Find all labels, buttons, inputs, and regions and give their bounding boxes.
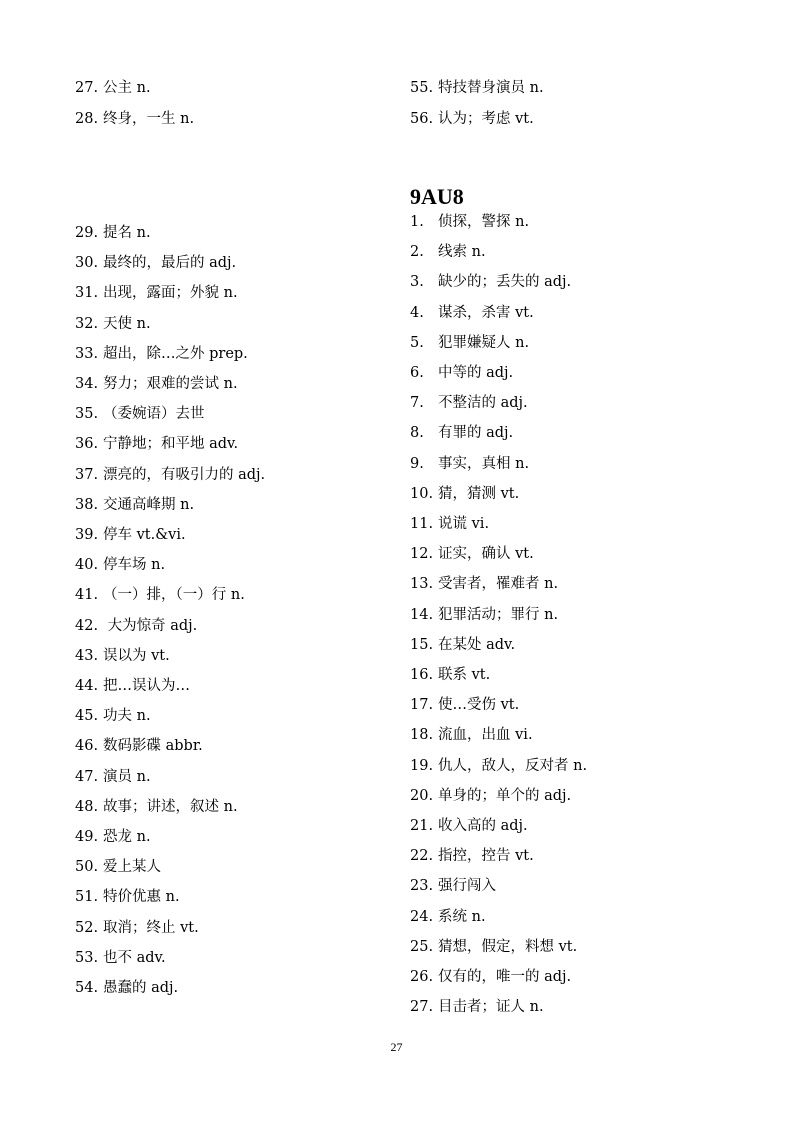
entry-number: 48. [75,799,99,815]
vocab-entry [410,726,533,744]
entry-number: 10. [410,486,434,502]
vocab-entry [75,466,265,484]
vocab-entry [410,424,513,442]
vocab-entry [410,847,534,865]
entry-text: 努力；艰难的尝试 n. [103,376,238,392]
entry-text: 误以为 vt. [103,648,170,664]
entry-text: 功夫 n. [103,708,151,724]
entry-text: 交通高峰期 n. [103,497,195,513]
vocab-entry [410,938,577,956]
vocab-entry [410,908,486,926]
entry-text: 取消；终止 vt. [103,920,199,936]
entry-text: 说谎 vi. [438,516,490,532]
entry-text: 谋杀，杀害 vt. [438,305,534,321]
entry-number: 36. [75,436,99,452]
vocab-entry [75,375,238,393]
vocab-entry [410,787,571,805]
entry-number: 38. [75,497,99,513]
entry-number: 41. [75,587,99,603]
entry-text: 宁静地；和平地 adv. [103,436,239,452]
entry-text: 事实，真相 n. [438,456,530,472]
vocab-entry [410,213,529,231]
entry-text: 愚蠢的 adj. [103,980,179,996]
vocab-entry [410,817,528,835]
entry-number: 2. [410,244,424,260]
entry-number: 15. [410,637,434,653]
entry-text: 系统 n. [438,909,486,925]
vocab-entry [410,877,496,895]
entry-text: 出现，露面；外貌 n. [103,285,238,301]
vocab-entry [410,696,519,714]
vocab-entry [75,949,166,967]
vocab-entry [410,79,544,97]
entry-number: 23. [410,878,434,894]
entry-text: 收入高的 adj. [438,818,528,834]
entry-number: 50. [75,859,99,875]
vocab-entry [410,998,544,1016]
vocab-entry [410,110,534,128]
entry-number: 40. [75,557,99,573]
entry-text: 恐龙 n. [103,829,151,845]
entry-number: 52. [75,920,99,936]
entry-text: （一）排，（一）行 n. [103,587,245,603]
vocab-entry [410,515,489,533]
vocab-entry [410,575,558,593]
entry-number: 22. [410,848,434,864]
vocab-entry [75,526,186,544]
entry-number: 14. [410,607,434,623]
entry-number: 9. [410,456,424,472]
entry-number: 37. [75,467,99,483]
vocab-entry [410,304,534,322]
vocab-entry [410,757,587,775]
entry-number: 16. [410,667,434,683]
entry-number: 44. [75,678,99,694]
vocab-entry [75,315,151,333]
entry-text: 犯罪嫌疑人 n. [438,335,530,351]
entry-number: 47. [75,769,99,785]
vocab-entry [75,798,238,816]
vocab-entry [410,485,519,503]
entry-text: 指控，控告 vt. [438,848,534,864]
entry-number: 45. [75,708,99,724]
entry-text: 犯罪活动；罪行 n. [438,607,559,623]
entry-number: 42. [75,618,99,634]
page-number: 27 [390,1040,403,1054]
vocab-entry [410,636,515,654]
entry-text: 也不 adv. [103,950,166,966]
entry-number: 5. [410,335,424,351]
entry-text: 把…误认为… [103,678,190,694]
entry-text: 数码影碟 abbr. [103,738,203,754]
entry-number: 21. [410,818,434,834]
vocab-entry [410,394,528,412]
entry-number: 49. [75,829,99,845]
vocab-entry [410,273,571,291]
entry-number: 7. [410,395,424,411]
vocab-entry [75,496,194,514]
entry-text: 最终的，最后的 adj. [103,255,237,271]
entry-number: 51. [75,889,99,905]
entry-text: 提名 n. [103,225,151,241]
entry-text: 侦探，警探 n. [438,214,530,230]
vocab-entry [75,707,151,725]
vocab-entry [75,888,180,906]
vocab-entry [410,545,534,563]
vocab-entry [75,647,170,665]
entry-number: 35. [75,406,99,422]
entry-text: 目击者；证人 n. [438,999,544,1015]
entry-text: 停车 vt.&vi. [103,527,186,543]
entry-number: 39. [75,527,99,543]
vocab-entry [75,556,165,574]
entry-number: 18. [410,727,434,743]
entry-number: 33. [75,346,99,362]
vocab-entry [410,666,490,684]
entry-text: 爱上某人 [103,859,161,875]
vocab-entry [75,919,199,937]
entry-text: 联系 vt. [438,667,491,683]
entry-number: 8. [410,425,424,441]
entry-number: 54. [75,980,99,996]
entry-text: 终身，一生 n. [103,111,195,127]
entry-number: 13. [410,576,434,592]
entry-number: 43. [75,648,99,664]
entry-number: 26. [410,969,434,985]
entry-text: 强行闯入 [438,878,496,894]
vocab-entry [75,405,205,423]
entry-number: 28. [75,111,99,127]
entry-text: 流血，出血 vi. [438,727,533,743]
vocab-entry [75,828,151,846]
entry-number: 6. [410,365,424,381]
entry-text: 公主 n. [103,80,151,96]
entry-text: 特技替身演员 n. [438,80,544,96]
vocab-entry [410,334,529,352]
entry-text: 中等的 adj. [438,365,514,381]
entry-text: 单身的；单个的 adj. [438,788,572,804]
entry-number: 32. [75,316,99,332]
vocab-entry [75,79,151,97]
section-heading: 9AU8 [410,184,464,209]
entry-number: 1. [410,214,424,230]
vocab-entry [410,606,558,624]
entry-text: 特价优惠 n. [103,889,180,905]
entry-text: 停车场 n. [103,557,166,573]
entry-text: 使…受伤 vt. [438,697,520,713]
entry-number: 3. [410,274,424,290]
vocab-entry [75,224,151,242]
entry-number: 27. [410,999,434,1015]
entry-text: （委婉语）去世 [103,406,205,422]
vocab-entry [75,254,236,272]
entry-number: 29. [75,225,99,241]
entry-number: 11. [410,516,434,532]
entry-text: 天使 n. [103,316,151,332]
entry-text: 大为惊奇 adj. [103,618,198,634]
vocab-entry [410,243,486,261]
entry-text: 线索 n. [438,244,486,260]
vocab-entry [75,677,190,695]
entry-text: 演员 n. [103,769,151,785]
vocab-entry [410,364,513,382]
vocab-entry [75,858,161,876]
entry-number: 20. [410,788,434,804]
entry-number: 30. [75,255,99,271]
entry-text: 超出，除…之外 prep. [103,346,248,362]
entry-text: 不整洁的 adj. [438,395,528,411]
vocab-entry [75,979,178,997]
entry-text: 猜想，假定，料想 vt. [438,939,578,955]
entry-number: 31. [75,285,99,301]
vocab-entry [410,455,529,473]
vocab-entry [75,110,194,128]
vocab-entry [410,968,571,986]
entry-number: 34. [75,376,99,392]
entry-number: 27. [75,80,99,96]
entry-number: 53. [75,950,99,966]
entry-number: 24. [410,909,434,925]
entry-text: 漂亮的，有吸引力的 adj. [103,467,266,483]
vocab-entry [75,586,245,604]
entry-text: 受害者，罹难者 n. [438,576,559,592]
entry-text: 证实，确认 vt. [438,546,534,562]
entry-text: 有罪的 adj. [438,425,514,441]
entry-text: 故事；讲述，叙述 n. [103,799,238,815]
entry-number: 56. [410,111,434,127]
entry-number: 4. [410,305,424,321]
vocab-entry [75,435,238,453]
vocab-entry [75,345,248,363]
entry-number: 25. [410,939,434,955]
entry-text: 仅有的，唯一的 adj. [438,969,572,985]
entry-text: 在某处 adv. [438,637,516,653]
entry-text: 认为；考虑 vt. [438,111,534,127]
vocab-entry [75,737,203,755]
entry-text: 猜，猜测 vt. [438,486,520,502]
entry-number: 17. [410,697,434,713]
vocab-entry [75,768,151,786]
vocab-entry [75,617,197,635]
entry-number: 19. [410,758,434,774]
entry-text: 缺少的；丢失的 adj. [438,274,572,290]
entry-text: 仇人，敌人，反对者 n. [438,758,588,774]
vocab-entry [75,284,238,302]
entry-number: 46. [75,738,99,754]
entry-number: 55. [410,80,434,96]
entry-number: 12. [410,546,434,562]
